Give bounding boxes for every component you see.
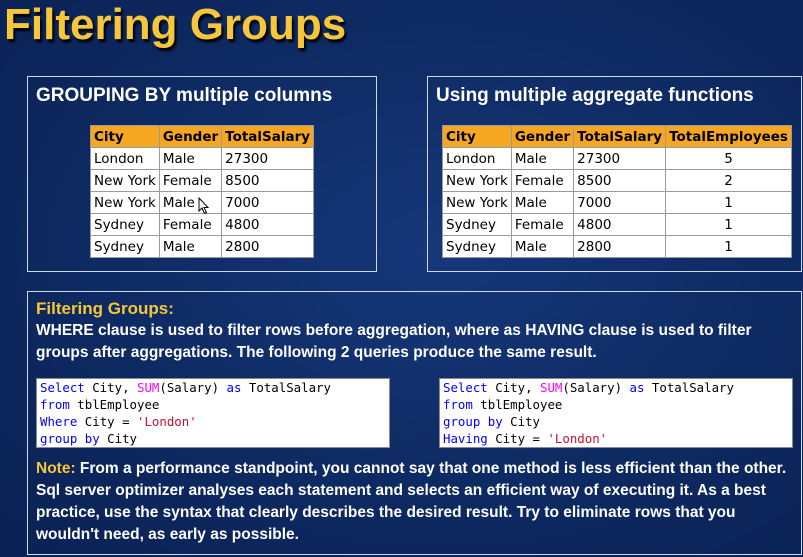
code-text: tblEmployee: [69, 397, 160, 412]
table-cell: Male: [159, 236, 221, 258]
filtering-description: WHERE clause is used to filter rows before aggregation, where as HAVING clause is used to filter groups after aggregations. The following 2 queries produce the same result.: [36, 322, 752, 361]
code-string: 'London': [137, 414, 197, 429]
table-cell: Male: [159, 192, 221, 214]
table-cell: 8500: [574, 170, 666, 192]
table-row: [443, 148, 792, 170]
table-cell: Sydney: [443, 214, 512, 236]
code-keyword: Having: [443, 431, 488, 446]
table-row: [91, 170, 314, 192]
code-text: (Salary): [562, 380, 630, 395]
table-row: [443, 192, 792, 214]
mouse-cursor-icon: [198, 197, 210, 215]
table-cell: Female: [159, 170, 221, 192]
table-cell: 2800: [574, 236, 666, 258]
filtering-panel: [27, 291, 802, 555]
code-keyword: group by: [40, 431, 100, 446]
table-header-row: [443, 126, 792, 148]
grouping-table: [90, 125, 314, 258]
code-text: City,: [487, 380, 540, 395]
table-cell: 27300: [222, 148, 314, 170]
table-cell: Male: [511, 236, 573, 258]
table-cell: Female: [159, 214, 221, 236]
table-row: [443, 236, 792, 258]
table-cell: 2: [666, 170, 792, 192]
table-row: [91, 236, 314, 258]
code-keyword: as: [226, 380, 242, 395]
table-cell: 7000: [574, 192, 666, 214]
code-text: City,: [84, 380, 137, 395]
column-header: TotalSalary: [222, 126, 314, 148]
code-function: SUM: [539, 380, 563, 395]
table-cell: 8500: [222, 170, 314, 192]
table-cell: Male: [511, 192, 573, 214]
table-cell: Sydney: [91, 214, 160, 236]
table-row: [443, 214, 792, 236]
table-cell: London: [91, 148, 160, 170]
column-header: Gender: [511, 126, 573, 148]
table-cell: Sydney: [91, 236, 160, 258]
code-text: City =: [77, 414, 137, 429]
table-cell: 1: [666, 236, 792, 258]
code-text: City =: [487, 431, 548, 446]
where-query-code: [36, 378, 390, 448]
code-text: City: [99, 431, 137, 446]
table-cell: 7000: [222, 192, 314, 214]
aggregate-panel: [427, 76, 802, 272]
table-cell: London: [443, 148, 512, 170]
code-text: City: [502, 414, 540, 429]
code-function: SUM: [136, 380, 160, 395]
filtering-heading: Filtering Groups:: [36, 299, 174, 318]
table-cell: Female: [511, 214, 573, 236]
table-cell: 4800: [222, 214, 314, 236]
column-header: City: [443, 126, 512, 148]
having-query-code: [439, 378, 793, 448]
slide-title: Filtering Groups: [4, 0, 347, 49]
table-row: [443, 170, 792, 192]
note-label: Note:: [36, 460, 76, 477]
code-keyword: Select: [443, 380, 488, 395]
table-row: [91, 214, 314, 236]
table-header-row: [91, 126, 314, 148]
code-keyword: as: [629, 380, 645, 395]
table-cell: New York: [91, 192, 160, 214]
table-cell: New York: [443, 170, 512, 192]
table-cell: New York: [443, 192, 512, 214]
aggregate-heading: Using multiple aggregate functions: [436, 85, 754, 106]
code-text: tblEmployee: [472, 397, 563, 412]
code-keyword: Where: [40, 414, 78, 429]
grouping-heading: GROUPING BY multiple columns: [36, 85, 333, 106]
table-row: [91, 148, 314, 170]
note-text: [36, 458, 796, 546]
code-text: TotalSalary: [241, 380, 331, 395]
aggregate-table: [442, 125, 792, 258]
table-cell: Male: [159, 148, 221, 170]
code-keyword: from: [40, 397, 70, 412]
note-body: From a performance standpoint, you cannot say that one method is less efficient than the other. Sql server optimizer analyses each statement and selects an efficient way of executing it. As a best practice, use the syntax that clearly describes the desired result. Try to eliminate rows that you wouldn't need, as early as possible.: [36, 460, 787, 543]
column-header: Gender: [159, 126, 221, 148]
table-cell: 1: [666, 214, 792, 236]
table-cell: 27300: [574, 148, 666, 170]
code-string: 'London': [547, 431, 608, 446]
code-keyword: group by: [443, 414, 503, 429]
table-cell: Sydney: [443, 236, 512, 258]
table-cell: 2800: [222, 236, 314, 258]
table-cell: 1: [666, 192, 792, 214]
table-cell: Male: [511, 148, 573, 170]
column-header: TotalSalary: [574, 126, 666, 148]
table-cell: New York: [91, 170, 160, 192]
code-keyword: from: [443, 397, 473, 412]
grouping-panel: [27, 76, 377, 272]
table-cell: Female: [511, 170, 573, 192]
code-keyword: Select: [40, 380, 85, 395]
code-text: TotalSalary: [644, 380, 734, 395]
table-cell: 4800: [574, 214, 666, 236]
filtering-text: [36, 298, 796, 364]
column-header: TotalEmployees: [666, 126, 792, 148]
code-text: (Salary): [159, 380, 227, 395]
table-cell: 5: [666, 148, 792, 170]
column-header: City: [91, 126, 160, 148]
